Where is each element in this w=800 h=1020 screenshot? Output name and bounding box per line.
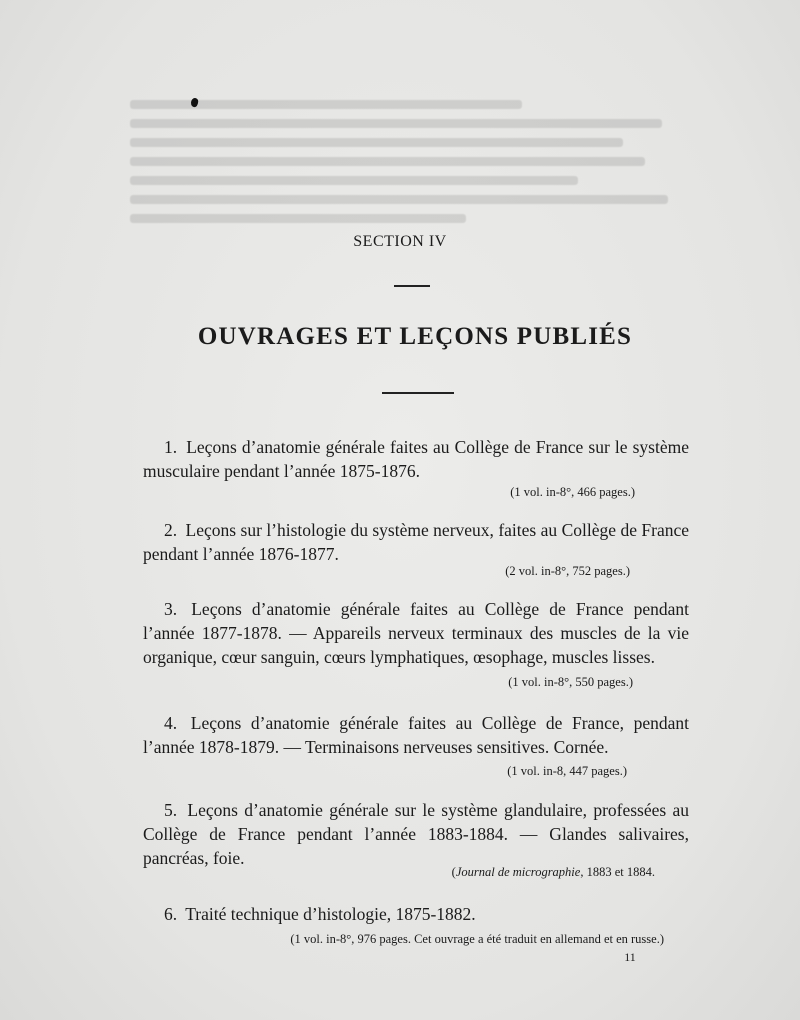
entry-note: (1 vol. in-8, 447 pages.): [507, 764, 627, 778]
entry-title: Leçons d’anatomie générale faites au Collège de France pendant l’année 1877-1878. — Appareils nerveux terminaux des muscles de la vie organique, cœur sanguin, cœurs lymphatiques, œsophage, muscles lisses.: [143, 599, 689, 667]
entry-note: (1 vol. in-8°, 976 pages. Cet ouvrage a été traduit en allemand et en russe.): [290, 932, 664, 946]
bibliography-entry: [143, 597, 689, 669]
entry-title: Leçons d’anatomie générale faites au Collège de France, pendant l’année 1878-1879. — Terminaisons nerveuses sensitives. Cornée.: [143, 713, 689, 757]
entry-title: Leçons sur l’histologie du système nerveux, faites au Collège de France pendant l’année 1876-1877.: [143, 520, 689, 564]
bibliography-entry: [143, 435, 689, 483]
entry-text: [143, 902, 689, 926]
entry-number: 4.: [164, 713, 178, 733]
ink-spot: [190, 97, 200, 108]
entry-text: [143, 597, 689, 669]
entry-number: 5.: [164, 800, 178, 820]
journal-title: Journal de micrographie: [455, 865, 581, 879]
divider-rule: [382, 392, 454, 394]
entry-title: Traité technique d’histologie, 1875-1882.: [185, 904, 476, 924]
entry-note: (1 vol. in-8°, 550 pages.): [508, 675, 633, 689]
bleed-through-texture: [130, 90, 690, 350]
entry-title: Leçons d’anatomie générale sur le système glandulaire, professées au Collège de France pendant l’année 1883-1884. — Glandes salivaires, pancréas, foie.: [143, 800, 690, 868]
entry-text: [143, 518, 689, 566]
entry-text: [143, 435, 689, 483]
page-title: OUVRAGES ET LEÇONS PUBLIÉS: [197, 323, 633, 350]
entry-note: (1 vol. in-8°, 466 pages.): [510, 485, 635, 499]
entry-number: 6.: [164, 904, 178, 924]
entry-text: [143, 798, 689, 870]
bibliography-entry: [143, 902, 689, 926]
page-number: 11: [624, 950, 636, 964]
bibliography-entry: [143, 518, 689, 566]
entry-title: Leçons d’anatomie générale faites au Collège de France sur le système musculaire pendant l’année 1875-1876.: [143, 437, 689, 481]
entry-number: 3.: [164, 599, 178, 619]
bibliography-entry: [143, 711, 689, 759]
journal-years: , 1883 et 1884.: [580, 865, 655, 879]
bibliography-entry: [143, 798, 689, 870]
divider-rule: [394, 285, 430, 287]
entry-note: (Journal de micrographie, 1883 et 1884.: [451, 865, 655, 879]
entry-number: 1.: [164, 437, 178, 457]
entry-note: (2 vol. in-8°, 752 pages.): [505, 564, 630, 578]
entry-number: 2.: [164, 520, 178, 540]
entry-text: [143, 711, 689, 759]
section-heading: SECTION IV: [353, 233, 447, 250]
